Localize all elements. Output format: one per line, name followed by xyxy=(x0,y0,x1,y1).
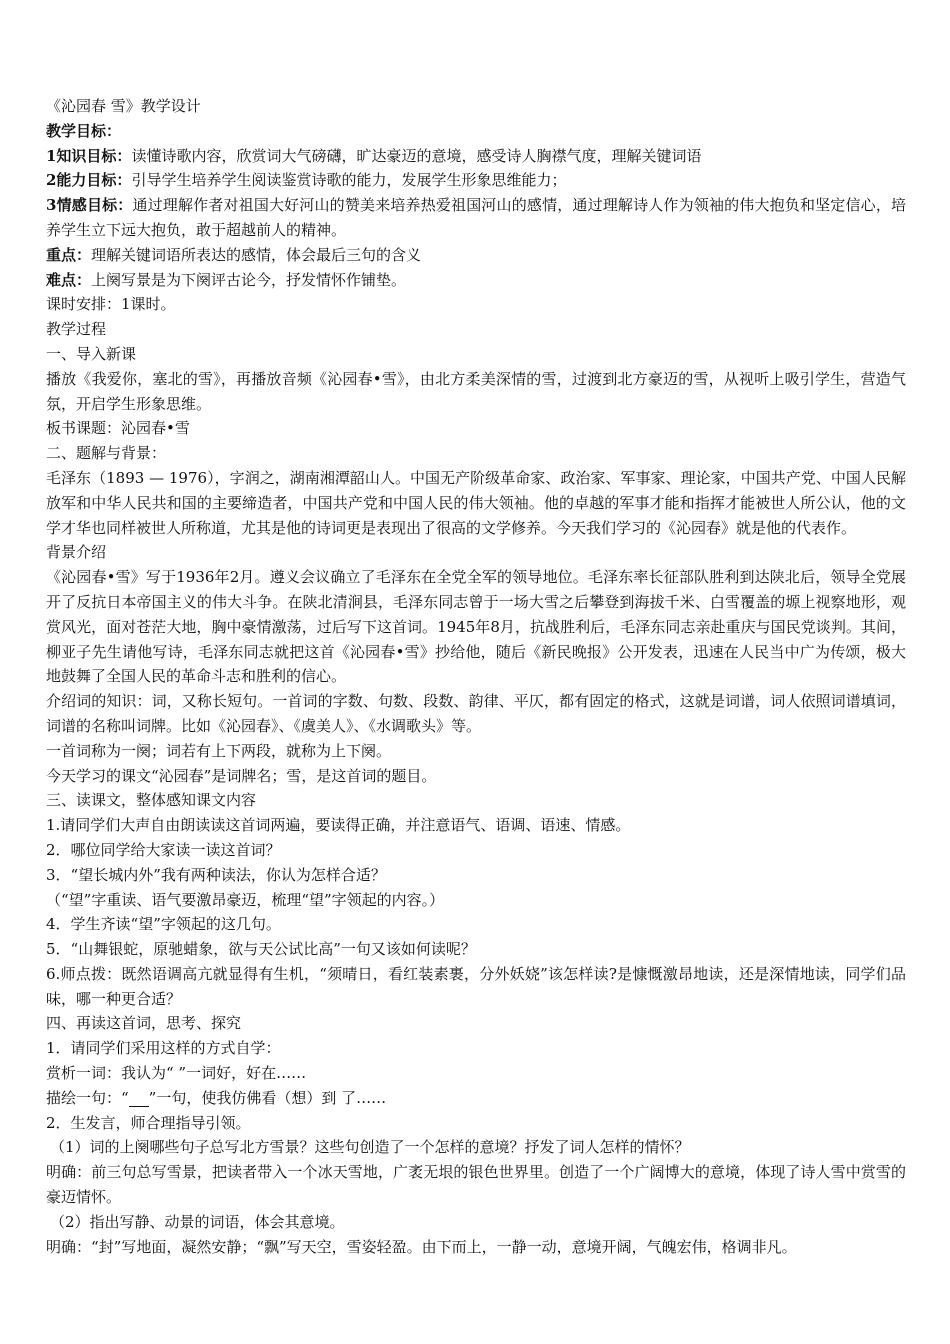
describe-suffix: ”一句，使我仿佛看（想）到 了…… xyxy=(148,1088,387,1107)
list-item: 1.请同学们大声自由朗读读这首词两遍，要读得正确，并注意语气、语调、语速、情感。 xyxy=(46,816,631,835)
paragraph xyxy=(46,1086,906,1111)
objective-text: 读懂诗歌内容，欣赏词大气磅礴，旷达豪迈的意境，感受诗人胸襟气度，理解关键词语 xyxy=(131,146,702,165)
paragraph: 今天学习的课文“沁园春”是词牌名；雪，是这首词的题目。 xyxy=(46,766,437,785)
list-item: 4．学生齐读“望”字领起的这几句。 xyxy=(46,915,281,934)
key-point-text: 理解关键词语所表达的感情，体会最后三句的含义 xyxy=(91,245,422,264)
paragraph: 播放《我爱你，塞北的雪》，再播放音频《沁园春•雪》，由北方柔美深情的雪，过渡到北方豪迈的雪，从视听上吸引学生，营造气氛，开启学生形象思维。 xyxy=(46,369,906,413)
subheading: 背景介绍 xyxy=(46,543,107,562)
difficulty-text: 上阕写景是为下阕评古论今，抒发情怀作铺垫。 xyxy=(91,270,407,289)
paragraph: 《沁园春•雪》写于1936年2月。遵义会议确立了毛泽东在全党全军的领导地位。毛泽东率长征部队胜利到达陕北后，领导全党展开了反抗日本帝国主义的伟大斗争。在陕北清涧县，毛泽东同志曾于一场大雪之后攀登到海拔千米、白雪覆盖的塬上视察地形，观赏风光，面对苍茫大地，胸中豪情激荡，过后写下这首词。1945年8月，抗战胜利后，毛泽东同志亲赴重庆与国民党谈判。其间，柳亚子先生请他写诗，毛泽东同志就把这首《沁园春•雪》抄给他，随后《新民晚报》公开发表，迅速在人民当中广为传颂，极大地鼓舞了全国人民的革命斗志和胜利的信心。 xyxy=(46,568,906,686)
process-heading: 教学过程 xyxy=(46,320,107,339)
key-point-label: 重点： xyxy=(46,245,92,264)
list-item: 1．请同学们采用这样的方式自学： xyxy=(46,1039,281,1058)
section-heading: 一、导入新课 xyxy=(46,344,137,363)
page-title: 《沁园春 雪》教学设计 xyxy=(46,97,201,115)
list-item: （“望”字重读、语气要激昂豪迈，梳理“望”字领起的内容。） xyxy=(46,890,445,909)
list-item: 5．“山舞银蛇，原驰蜡象，欲与天公试比高”一句又该如何读呢？ xyxy=(46,940,476,959)
key-point xyxy=(46,243,906,268)
section-heading: 二、题解与背景： xyxy=(46,444,167,463)
paragraph: 赏析一词：我认为“ ”一词好，好在…… xyxy=(46,1064,307,1083)
difficulty-label: 难点： xyxy=(46,270,92,289)
answer: 明确：“封”写地面，凝然安静；“飘”写天空，雪姿轻盈。由下而上，一静一动，意境开阔，气魄宏伟，格调非凡。 xyxy=(46,1237,797,1256)
paragraph: 毛泽东（1893 — 1976），字润之，湖南湘潭韶山人。中国无产阶级革命家、政治家、军事家、理论家，中国共产党、中国人民解放军和中华人民共和国的主要缔造者，中国共产党和中国人民的伟大领袖。他的卓越的军事才能和指挥才能被世人所公认，他的文学才华也同样被世人所称道，尤其是他的诗词更是表现出了很高的文学修养。今天我们学习的《沁园春》就是他的代表作。 xyxy=(46,468,906,537)
list-item: 2．生发言，师合理指导引领。 xyxy=(46,1113,251,1132)
objective-label: 3情感目标： xyxy=(46,196,133,215)
answer: 明确：前三句总写雪景，把读者带入一个冰天雪地，广袤无垠的银色世界里。创造了一个广阔博大的意境，体现了诗人雪中赏雪的豪迈情怀。 xyxy=(46,1163,906,1207)
objective-label: 2能力目标： xyxy=(46,171,132,190)
objective-knowledge xyxy=(46,144,906,169)
schedule: 课时安排：1课时。 xyxy=(46,295,176,314)
question: （1）词的上阕哪些句子总写北方雪景？这些句创造了一个怎样的意境？抒发了词人怎样的情怀？ xyxy=(50,1138,690,1157)
list-item: 6.师点拨：既然语调高亢就显得有生机，“须晴日，看红装素裹，分外妖娆”该怎样读?是慷慨激昂地读，还是深情地读，同学们品味，哪一种更合适？ xyxy=(46,964,906,1008)
objectives-heading: 教学目标： xyxy=(46,121,122,140)
difficulty xyxy=(46,268,906,293)
objective-text: 通过理解作者对祖国大好河山的赞美来培养热爱祖国河山的感情，通过理解诗人作为领袖的伟大抱负和坚定信心，培养学生立下远大抱负，敢于超越前人的精神。 xyxy=(46,196,906,239)
list-item: 3．“望长城内外”我有两种读法，你认为怎样合适？ xyxy=(46,865,386,884)
describe-prefix: 描绘一句：“ xyxy=(46,1088,129,1107)
section-heading: 四、再读这首词，思考、探究 xyxy=(46,1014,242,1033)
objective-emotion xyxy=(46,193,906,243)
objective-label: 1知识目标： xyxy=(46,146,132,165)
section-heading: 三、读课文，整体感知课文内容 xyxy=(46,791,257,810)
question: （2）指出写静、动景的词语，体会其意境。 xyxy=(50,1212,345,1231)
fill-blank xyxy=(129,1090,149,1107)
paragraph: 一首词称为一阕；词若有上下两段，就称为上下阕。 xyxy=(46,741,392,760)
paragraph: 板书课题：沁园春•雪 xyxy=(46,419,190,438)
objective-ability xyxy=(46,168,906,193)
list-item: 2．哪位同学给大家读一读这首词？ xyxy=(46,840,281,859)
objective-text: 引导学生培养学生阅读鉴赏诗歌的能力，发展学生形象思维能力； xyxy=(131,171,567,190)
paragraph: 介绍词的知识：词，又称长短句。一首词的字数、句数、段数、韵律、平仄，都有固定的格式，这就是词谱，词人依照词谱填词，词谱的名称叫词牌。比如《沁园春》、《虞美人》、《水调歌头》等。 xyxy=(46,692,906,735)
